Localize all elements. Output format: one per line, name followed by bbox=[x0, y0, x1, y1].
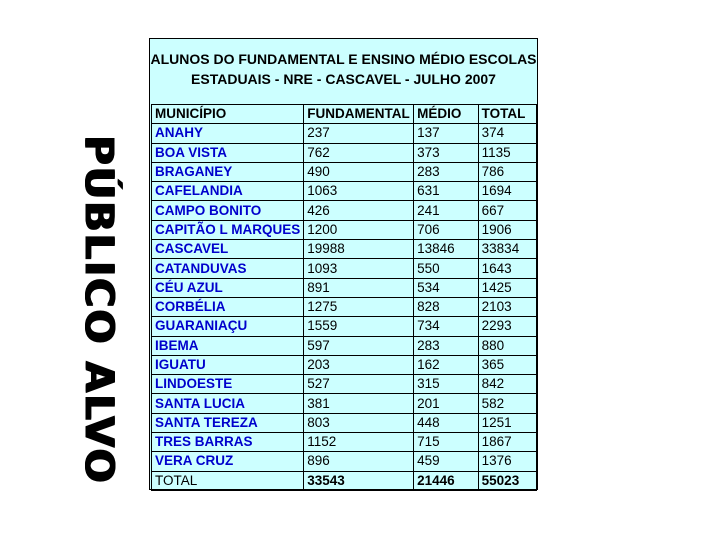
table-row bbox=[152, 240, 537, 259]
cell-fundamental: 426 bbox=[304, 201, 414, 220]
table-row bbox=[152, 143, 537, 162]
header-row bbox=[152, 105, 537, 124]
cell-fundamental: 490 bbox=[304, 162, 414, 181]
cell-total: 1694 bbox=[478, 182, 536, 201]
cell-total: 1643 bbox=[478, 259, 536, 278]
table-row bbox=[152, 124, 537, 143]
table-row bbox=[152, 433, 537, 452]
table-row bbox=[152, 336, 537, 355]
cell-fundamental: 527 bbox=[304, 375, 414, 394]
total-fundamental: 33543 bbox=[304, 471, 414, 490]
cell-total: 1867 bbox=[478, 433, 536, 452]
cell-fundamental: 381 bbox=[304, 394, 414, 413]
cell-municipio: CAPITÃO L MARQUES bbox=[152, 220, 304, 239]
cell-total: 2293 bbox=[478, 317, 536, 336]
side-label: PÚBLICO ALVO bbox=[76, 134, 123, 485]
enrollment-panel bbox=[149, 38, 538, 490]
cell-medio: 283 bbox=[414, 336, 479, 355]
cell-medio: 137 bbox=[414, 124, 479, 143]
table-row bbox=[152, 413, 537, 432]
cell-municipio: SANTA LUCIA bbox=[152, 394, 304, 413]
cell-fundamental: 1063 bbox=[304, 182, 414, 201]
title-line-2: ESTADUAIS - NRE - CASCAVEL - JULHO 2007 bbox=[191, 71, 496, 87]
table-row bbox=[152, 278, 537, 297]
cell-medio: 828 bbox=[414, 297, 479, 316]
total-medio: 21446 bbox=[414, 471, 479, 490]
cell-medio: 706 bbox=[414, 220, 479, 239]
cell-medio: 550 bbox=[414, 259, 479, 278]
cell-fundamental: 237 bbox=[304, 124, 414, 143]
cell-municipio: BOA VISTA bbox=[152, 143, 304, 162]
table-row bbox=[152, 317, 537, 336]
cell-total: 33834 bbox=[478, 240, 536, 259]
total-label: TOTAL bbox=[152, 471, 304, 490]
cell-fundamental: 597 bbox=[304, 336, 414, 355]
cell-municipio: CAMPO BONITO bbox=[152, 201, 304, 220]
cell-fundamental: 896 bbox=[304, 452, 414, 471]
cell-municipio: BRAGANEY bbox=[152, 162, 304, 181]
table-row bbox=[152, 220, 537, 239]
cell-municipio: CORBÉLIA bbox=[152, 297, 304, 316]
cell-medio: 534 bbox=[414, 278, 479, 297]
cell-municipio: IGUATU bbox=[152, 355, 304, 374]
cell-fundamental: 762 bbox=[304, 143, 414, 162]
cell-medio: 715 bbox=[414, 433, 479, 452]
cell-fundamental: 803 bbox=[304, 413, 414, 432]
cell-total: 1135 bbox=[478, 143, 536, 162]
cell-municipio: CAFELANDIA bbox=[152, 182, 304, 201]
side-label-container bbox=[76, 134, 123, 485]
cell-total: 365 bbox=[478, 355, 536, 374]
cell-medio: 315 bbox=[414, 375, 479, 394]
cell-municipio: ANAHY bbox=[152, 124, 304, 143]
cell-medio: 162 bbox=[414, 355, 479, 374]
total-total: 55023 bbox=[478, 471, 536, 490]
table-row bbox=[152, 297, 537, 316]
cell-medio: 283 bbox=[414, 162, 479, 181]
cell-medio: 459 bbox=[414, 452, 479, 471]
cell-medio: 448 bbox=[414, 413, 479, 432]
cell-total: 582 bbox=[478, 394, 536, 413]
cell-medio: 241 bbox=[414, 201, 479, 220]
cell-municipio: CATANDUVAS bbox=[152, 259, 304, 278]
cell-medio: 201 bbox=[414, 394, 479, 413]
header-medio: MÉDIO bbox=[414, 105, 479, 124]
header-fundamental: FUNDAMENTAL bbox=[304, 105, 414, 124]
enrollment-table bbox=[151, 104, 537, 491]
cell-municipio: CÉU AZUL bbox=[152, 278, 304, 297]
cell-fundamental: 1200 bbox=[304, 220, 414, 239]
cell-fundamental: 19988 bbox=[304, 240, 414, 259]
cell-fundamental: 1152 bbox=[304, 433, 414, 452]
cell-total: 1425 bbox=[478, 278, 536, 297]
cell-total: 786 bbox=[478, 162, 536, 181]
cell-total: 880 bbox=[478, 336, 536, 355]
cell-total: 667 bbox=[478, 201, 536, 220]
cell-municipio: SANTA TEREZA bbox=[152, 413, 304, 432]
table-row bbox=[152, 201, 537, 220]
header-total: TOTAL bbox=[478, 105, 536, 124]
cell-municipio: VERA CRUZ bbox=[152, 452, 304, 471]
cell-total: 1251 bbox=[478, 413, 536, 432]
cell-medio: 631 bbox=[414, 182, 479, 201]
cell-medio: 373 bbox=[414, 143, 479, 162]
table-row bbox=[152, 259, 537, 278]
cell-municipio: LINDOESTE bbox=[152, 375, 304, 394]
cell-municipio: IBEMA bbox=[152, 336, 304, 355]
table-row bbox=[152, 162, 537, 181]
table-row bbox=[152, 375, 537, 394]
title-line-1: ALUNOS DO FUNDAMENTAL E ENSINO MÉDIO ESCOLAS bbox=[150, 51, 537, 67]
cell-total: 2103 bbox=[478, 297, 536, 316]
cell-medio: 13846 bbox=[414, 240, 479, 259]
cell-total: 374 bbox=[478, 124, 536, 143]
cell-municipio: CASCAVEL bbox=[152, 240, 304, 259]
table-row bbox=[152, 355, 537, 374]
cell-medio: 734 bbox=[414, 317, 479, 336]
header-municipio: MUNICÍPIO bbox=[152, 105, 304, 124]
table-body bbox=[152, 124, 537, 471]
table-row bbox=[152, 394, 537, 413]
cell-total: 842 bbox=[478, 375, 536, 394]
table-row bbox=[152, 182, 537, 201]
table-title bbox=[150, 49, 537, 89]
cell-fundamental: 1559 bbox=[304, 317, 414, 336]
cell-municipio: TRES BARRAS bbox=[152, 433, 304, 452]
cell-fundamental: 1275 bbox=[304, 297, 414, 316]
cell-municipio: GUARANIAÇU bbox=[152, 317, 304, 336]
cell-total: 1906 bbox=[478, 220, 536, 239]
cell-total: 1376 bbox=[478, 452, 536, 471]
cell-fundamental: 891 bbox=[304, 278, 414, 297]
cell-fundamental: 1093 bbox=[304, 259, 414, 278]
total-row bbox=[152, 471, 537, 490]
cell-fundamental: 203 bbox=[304, 355, 414, 374]
table-row bbox=[152, 452, 537, 471]
